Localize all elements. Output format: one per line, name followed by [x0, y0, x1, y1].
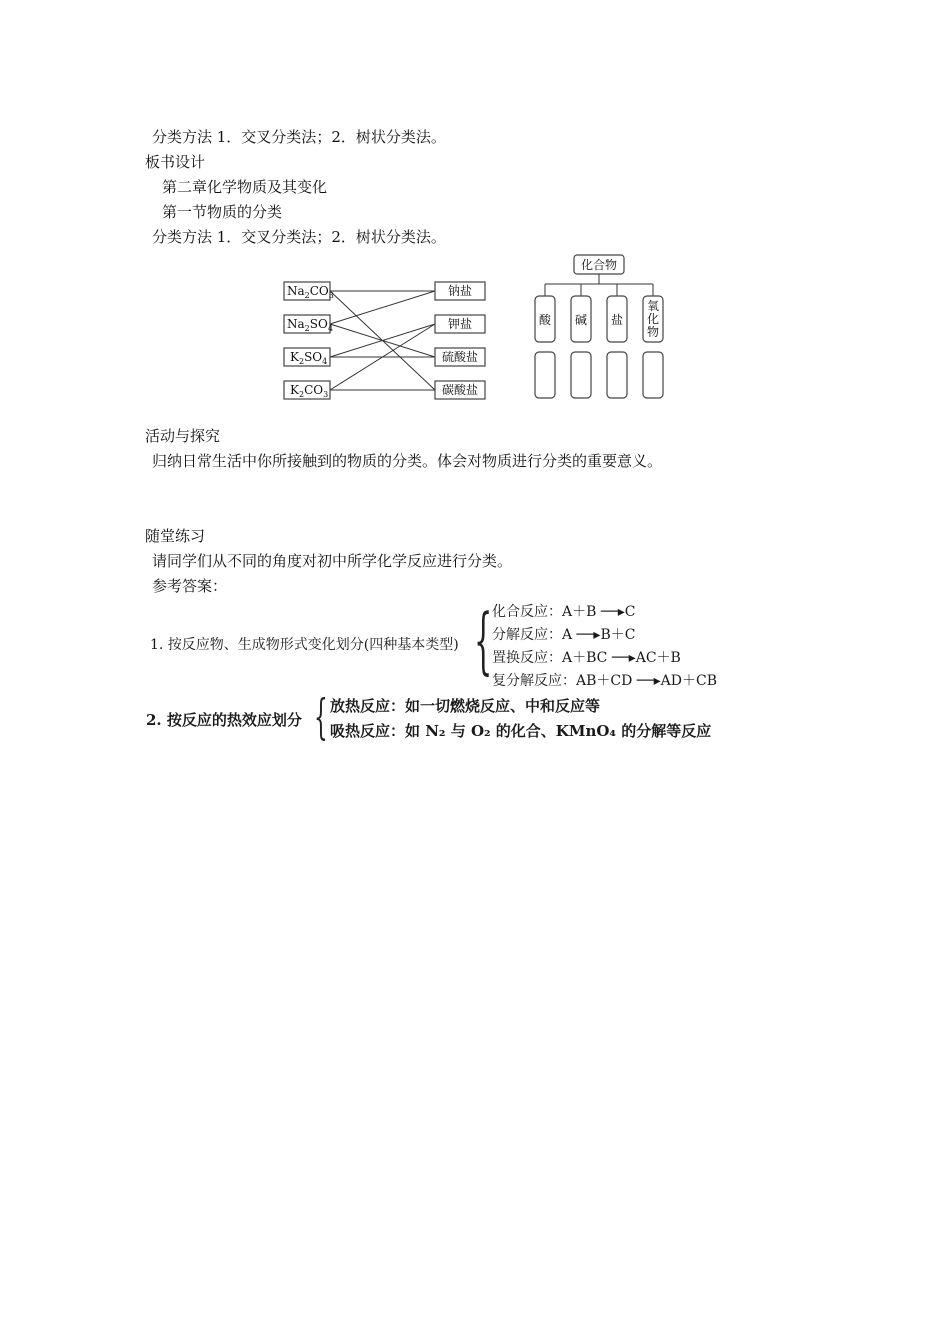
answer1-item: 分解反应：A ──▸B＋C — [492, 627, 636, 643]
practice-heading: 随堂练习 — [145, 527, 206, 545]
brace-icon: { — [474, 598, 493, 682]
answer1-item: 置换反应：A＋BC ──▸AC＋B — [492, 650, 681, 666]
answer2-item: 放热反应：如一切燃烧反应、中和反应等 — [330, 697, 601, 715]
tree-empty-box — [535, 352, 555, 398]
compound-label: $Na_2SO_4$ — [287, 317, 333, 333]
cross-classification-diagram — [284, 282, 485, 399]
practice-text: 请同学们从不同的角度对初中所学化学反应进行分类。 — [152, 552, 513, 570]
activity-heading: 活动与探究 — [145, 427, 221, 445]
activity-text: 归纳日常生活中你所接触到的物质的分类。体会对物质进行分类的重要意义。 — [152, 452, 663, 470]
compound-label: $K_2SO_4$ — [290, 350, 328, 366]
tree-branch-label: 氧化物 — [646, 299, 660, 339]
tree-empty-box — [571, 352, 591, 398]
tree-branch-label: 酸 — [538, 313, 552, 327]
classification-method-line: 分类方法 1．交叉分类法；2．树状分类法。 — [152, 128, 446, 146]
answer1-item: 化合反应：A＋B ──▸C — [492, 604, 636, 620]
brace-icon: { — [314, 689, 328, 745]
answer1-item: 复分解反应：AB＋CD ──▸AD＋CB — [492, 673, 718, 689]
section-title: 第一节物质的分类 — [162, 203, 283, 221]
answer2-label: 2. 按反应的热效应划分 — [146, 711, 302, 729]
tree-classification-diagram — [535, 255, 663, 398]
tree-empty-box — [643, 352, 663, 398]
compound-label: $K_2CO_3$ — [290, 383, 329, 399]
compound-label: $Na_2CO_3$ — [287, 284, 334, 300]
tree-empty-box — [607, 352, 627, 398]
salt-label: 钾盐 — [447, 317, 473, 331]
chapter-title: 第二章化学物质及其变化 — [162, 178, 328, 196]
tree-branch-label: 盐 — [610, 313, 624, 327]
classification-method-line-2: 分类方法 1．交叉分类法；2．树状分类法。 — [152, 228, 446, 246]
salt-label: 硫酸盐 — [441, 350, 479, 364]
answer2-item: 吸热反应：如 N₂ 与 O₂ 的化合、KMnO₄ 的分解等反应 — [330, 722, 712, 740]
tree-root-label: 化合物 — [580, 258, 618, 272]
reference-answer-label: 参考答案： — [152, 577, 228, 595]
salt-label: 碳酸盐 — [441, 383, 479, 397]
answer1-label: 1. 按反应物、生成物形式变化划分(四种基本类型) — [150, 637, 459, 653]
classification-diagrams — [280, 250, 680, 410]
board-design-heading: 板书设计 — [145, 153, 206, 171]
salt-label: 钠盐 — [447, 284, 473, 298]
tree-branch-label: 碱 — [574, 313, 588, 327]
